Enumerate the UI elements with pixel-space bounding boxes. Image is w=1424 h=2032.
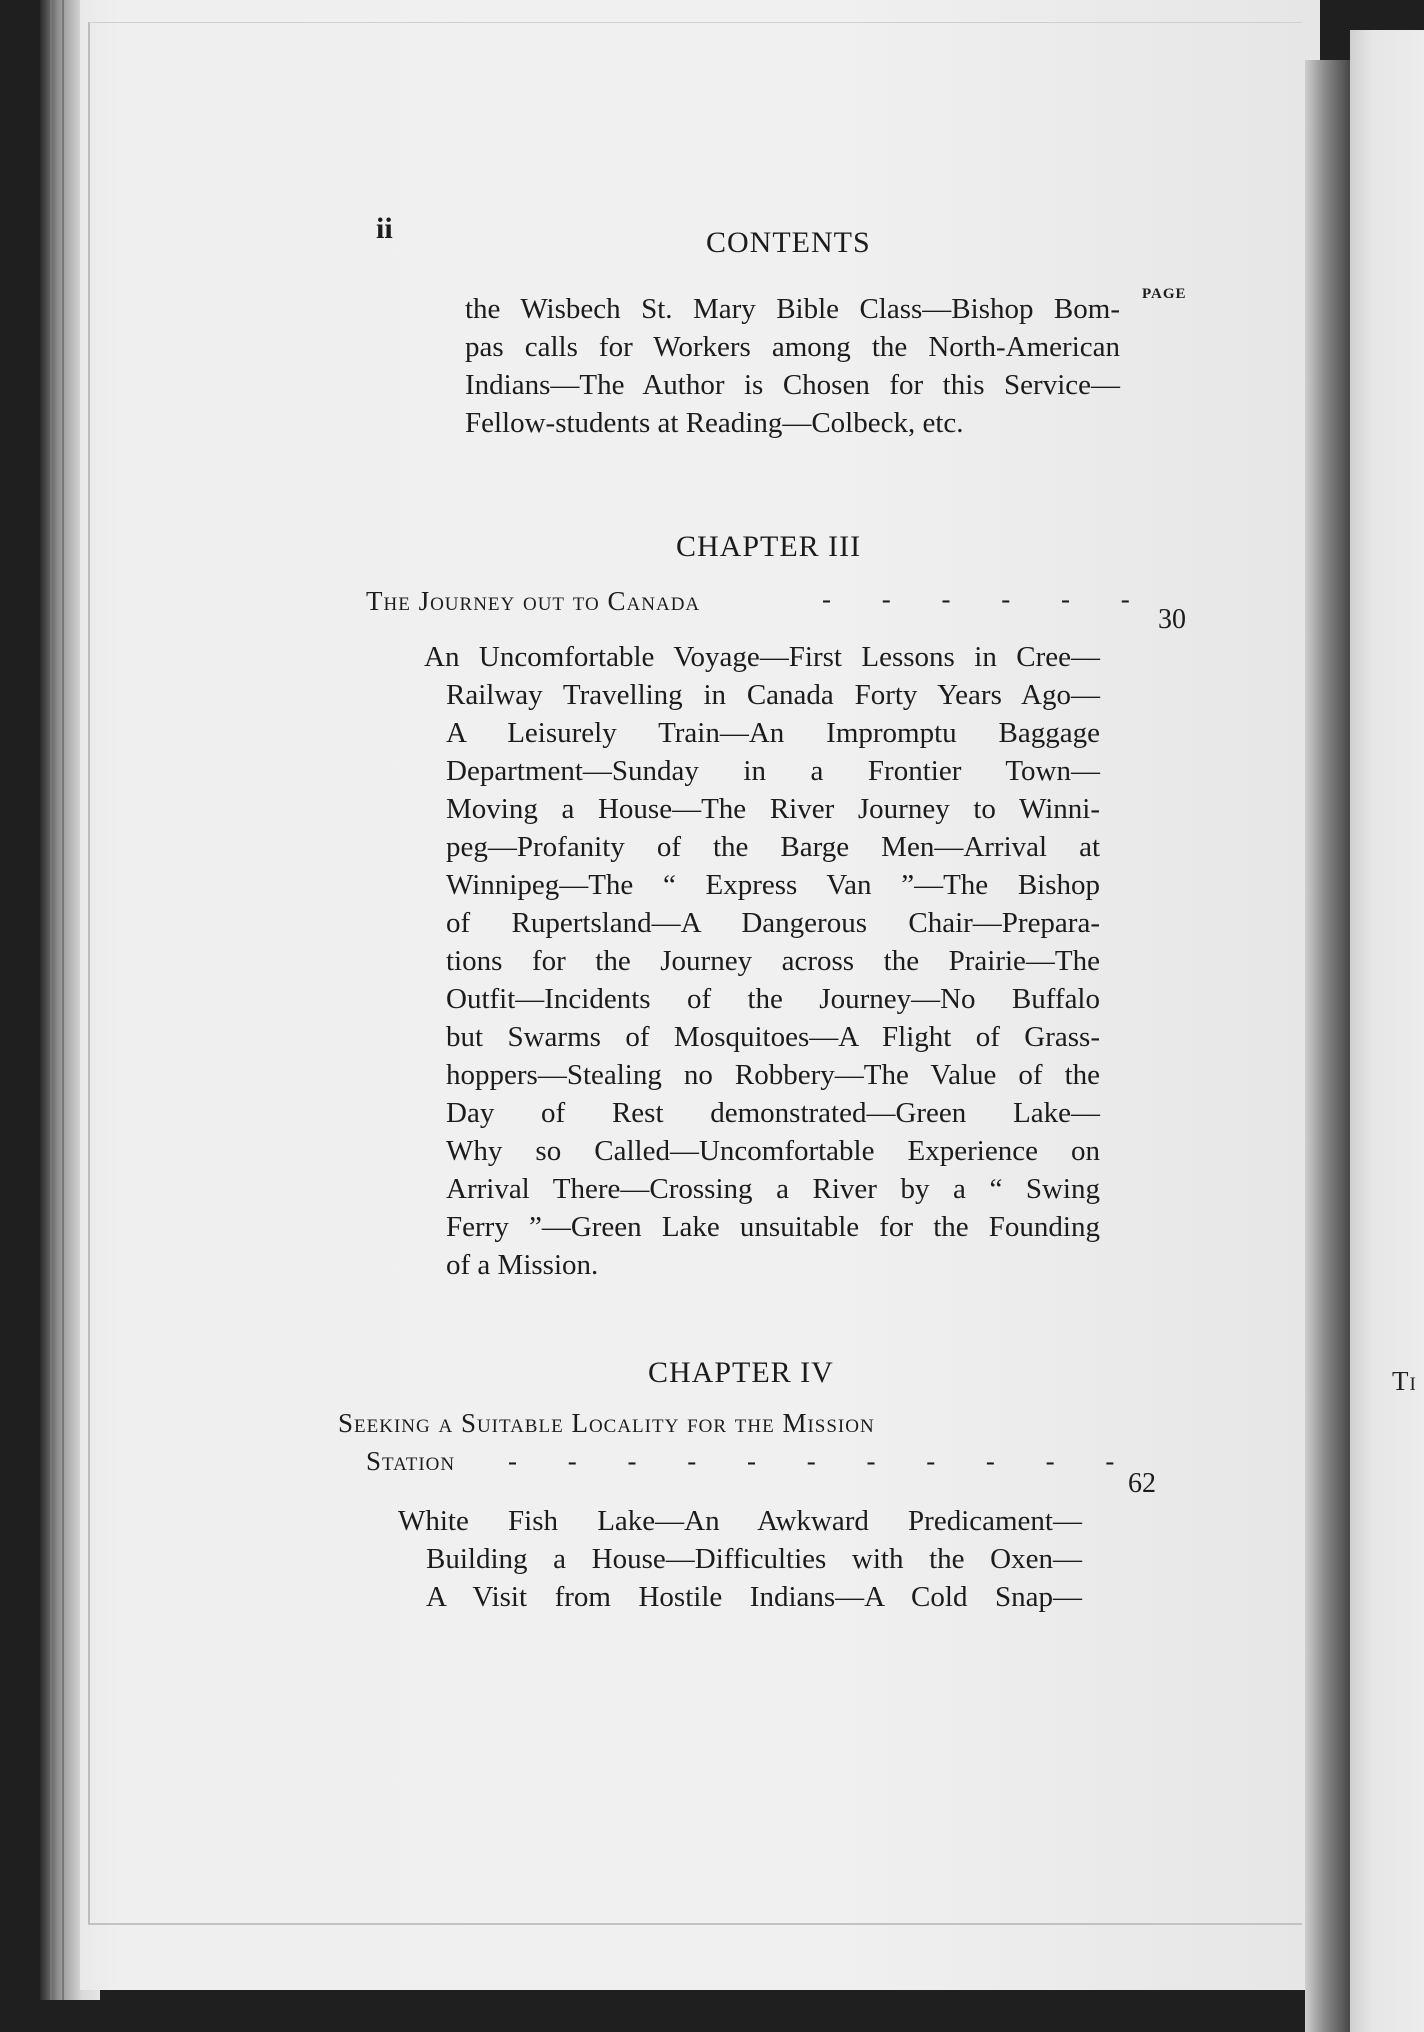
chapter-3-summary — [424, 638, 1100, 1284]
summary-line: An Uncomfortable Voyage—First Lessons in Cree— — [424, 641, 1100, 673]
summary-line: Why so Called—Uncomfortable Experience on — [446, 1135, 1100, 1167]
chapter-4-summary — [398, 1502, 1082, 1616]
summary-line: Indians—The Author is Chosen for this Service— — [465, 369, 1120, 401]
summary-line: Railway Travelling in Canada Forty Years Ago— — [446, 679, 1100, 711]
summary-line: peg—Profanity of the Barge Men—Arrival at — [446, 831, 1100, 863]
page-column-label: PAGE — [1142, 286, 1187, 302]
chapter-4-page-number: 62 — [1128, 1468, 1156, 1499]
summary-line: Outfit—Incidents of the Journey—No Buffalo — [446, 983, 1100, 1015]
summary-line: Ferry ”—Green Lake unsuitable for the Founding — [446, 1211, 1100, 1243]
summary-line: pas calls for Workers among the North-American — [465, 331, 1120, 363]
chapter-3-leader: - - - - - - — [822, 584, 1152, 614]
chapter-3-title: The Journey out to Canada — [366, 586, 701, 616]
chapter-3-page-number: 30 — [1158, 604, 1186, 635]
running-head: CONTENTS — [706, 226, 871, 259]
chapter-4-title-continued: Station — [366, 1446, 456, 1476]
chapter-4-leader: - - - - - - - - - - - — [508, 1446, 1137, 1476]
summary-line: hoppers—Stealing no Robbery—The Value of the — [446, 1059, 1100, 1091]
summary-line: tions for the Journey across the Prairie—The — [446, 945, 1100, 977]
summary-line: the Wisbech St. Mary Bible Class—Bishop Bom- — [465, 293, 1120, 325]
summary-line: A Leisurely Train—An Impromptu Baggage — [446, 717, 1100, 749]
summary-line: Winnipeg—The “ Express Van ”—The Bishop — [446, 869, 1100, 901]
summary-line: Building a House—Difficulties with the Oxen— — [426, 1543, 1082, 1575]
chapter-4-heading: CHAPTER IV — [648, 1356, 834, 1389]
book-gutter — [1305, 60, 1355, 2032]
facing-page-edge — [1350, 30, 1424, 2032]
summary-line: Department—Sunday in a Frontier Town— — [446, 755, 1100, 787]
summary-line: Moving a House—The River Journey to Winni- — [446, 793, 1100, 825]
summary-line: of a Mission. — [446, 1249, 599, 1281]
summary-line: Arrival There—Crossing a River by a “ Swing — [446, 1173, 1100, 1205]
continued-summary — [465, 290, 1120, 442]
summary-line: Day of Rest demonstrated—Green Lake— — [446, 1097, 1100, 1129]
summary-line: A Visit from Hostile Indians—A Cold Snap— — [426, 1581, 1082, 1613]
summary-line: White Fish Lake—An Awkward Predicament— — [398, 1505, 1082, 1537]
summary-line: but Swarms of Mosquitoes—A Flight of Grass- — [446, 1021, 1100, 1053]
folio-number: ii — [376, 212, 393, 245]
summary-line: of Rupertsland—A Dangerous Chair—Prepara- — [446, 907, 1100, 939]
summary-line: Fellow-students at Reading—Colbeck, etc. — [465, 407, 964, 439]
chapter-4-title: Seeking a Suitable Locality for the Mission — [338, 1408, 875, 1438]
chapter-3-heading: CHAPTER III — [676, 530, 862, 563]
facing-page-fragment: Ti — [1392, 1366, 1417, 1396]
